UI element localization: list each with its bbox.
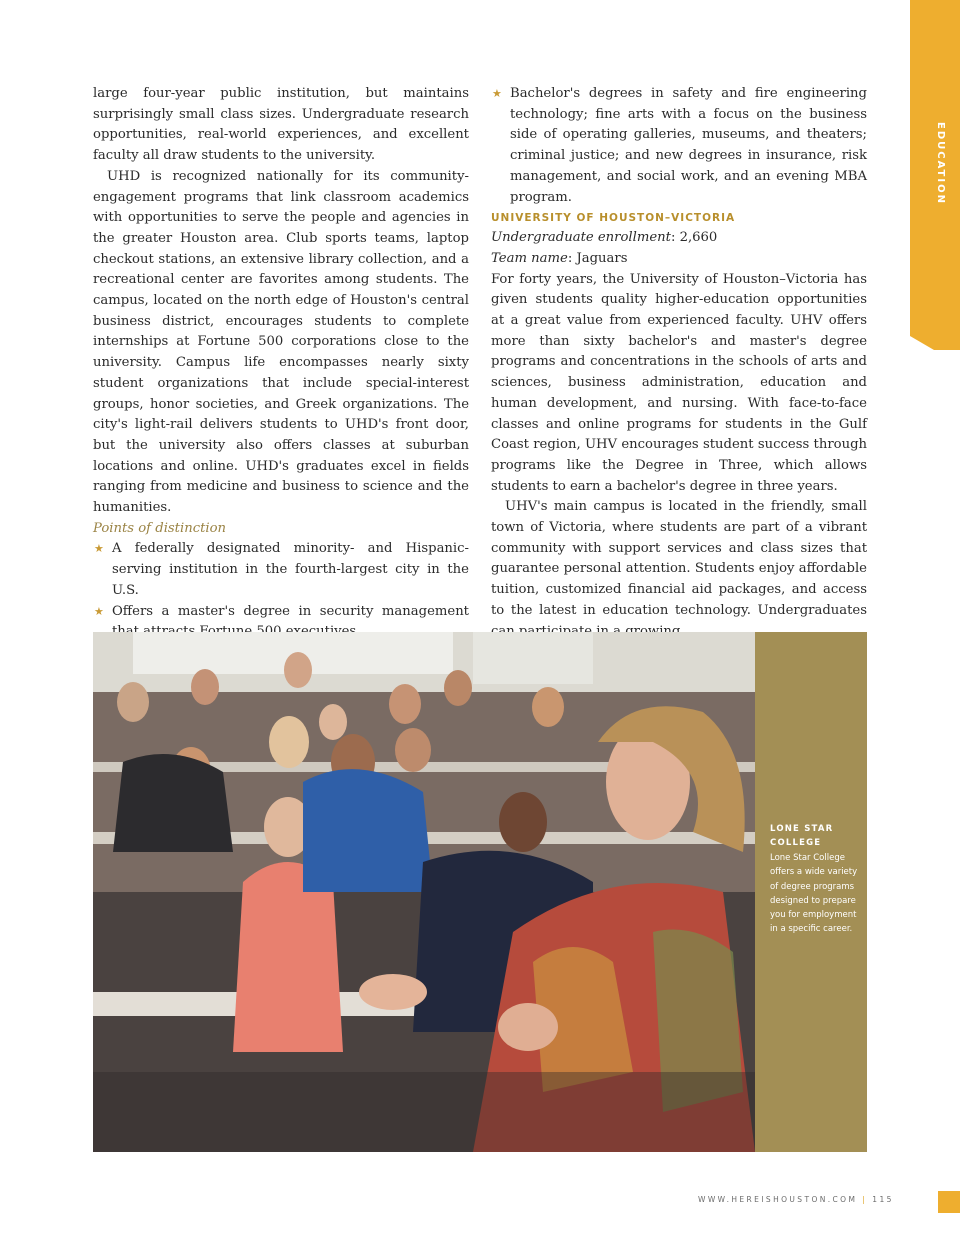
page-corner-tab (938, 1191, 960, 1213)
section-tab-label: EDUCATION (935, 122, 946, 205)
team-value: : Jaguars (567, 250, 628, 266)
caption-title: LONE STAR COLLEGE (770, 824, 834, 848)
classroom-illustration (93, 632, 755, 1152)
points-heading: Points of distinction (93, 520, 227, 536)
point-item: ★ Offers a master's degree in security management (93, 602, 469, 643)
team-label: Team name (491, 250, 568, 266)
page-footer (698, 1195, 894, 1204)
point-item: ★ A federally designated minority- and Hispanic-serving institution in the fourth-largest city in the U.S. (93, 539, 469, 601)
team-line (491, 249, 867, 270)
classroom-photo (93, 632, 755, 1152)
left-column (93, 84, 469, 643)
continued-points-list (491, 84, 867, 208)
enrollment-value: : 2,660 (670, 230, 718, 246)
body-paragraph: UHD is recognized nationally for its community-engagement programs that link classroom academics with opportunities to serve the people and agencies in the greater Houston area. Club sports teams, laptop checkout stations, an extensive library collection, and a recreational center are favorites among students. The campus, located on the north edge of Houston's central business district, encourages students to complete internships at Fortune 500 corporations close to the university. Campus life encompasses nearly sixty student organizations that include special-interest groups, honor societies, and Greek organizations. The city's light-rail delivers students to UHD's front door, but the university also offers classes at suburban locations and online. UHD's graduates excel in fields ranging from medicine and business to science and the humanities. (93, 168, 469, 516)
footer-url: WWW.HEREISHOUSTON.COM (698, 1195, 858, 1204)
enrollment-label: Undergraduate enrollment (491, 230, 671, 246)
enrollment-line (491, 228, 867, 249)
school-heading: UNIVERSITY OF HOUSTON–VICTORIA (491, 212, 736, 225)
body-paragraph: UHV's main campus is located in the friendly, small town of Victoria, where students are part of a vibrant community with support services and class sizes that guarantee personal attention. Students enjoy affordable tuition, customized financial aid packages, and access to the latest in education technology. Undergraduates (491, 499, 867, 618)
points-list (93, 539, 469, 643)
right-column (491, 84, 867, 642)
body-paragraph: For forty years, the University of Houston–Victoria has given students quality higher-education opportunities at a great value from experienced faculty. UHV offers more than sixty bachelor's and master's degree programs and concentrations in the schools of arts and sciences, business administration, education and human development, and nursing. With face-to-face classes and online programs for students in the Gulf Coast region, UHV encourages student success through programs like the Degree in Three, which allows students to earn a bachelor's degree in three years. (491, 271, 867, 494)
caption-text: Lone Star College offers a wide variety of degree programs designed to prepare you for employment in a specific career. (770, 853, 858, 935)
footer-separator: | (862, 1195, 868, 1204)
body-paragraph: large four-year public institution, but maintains surprisingly small class sizes. Undergraduate research opportunities, real-world experiences, and excellent faculty all draw students to the university. (93, 86, 469, 164)
page-number: 115 (872, 1195, 894, 1204)
point-item: ★ Bachelor's degrees in safety and fire engineering technology; fine arts with a focus on the business side of operating galleries, museums, and theaters; criminal justice; and new degrees in insurance, risk management, and social work, and an evening MBA program. (491, 84, 867, 208)
